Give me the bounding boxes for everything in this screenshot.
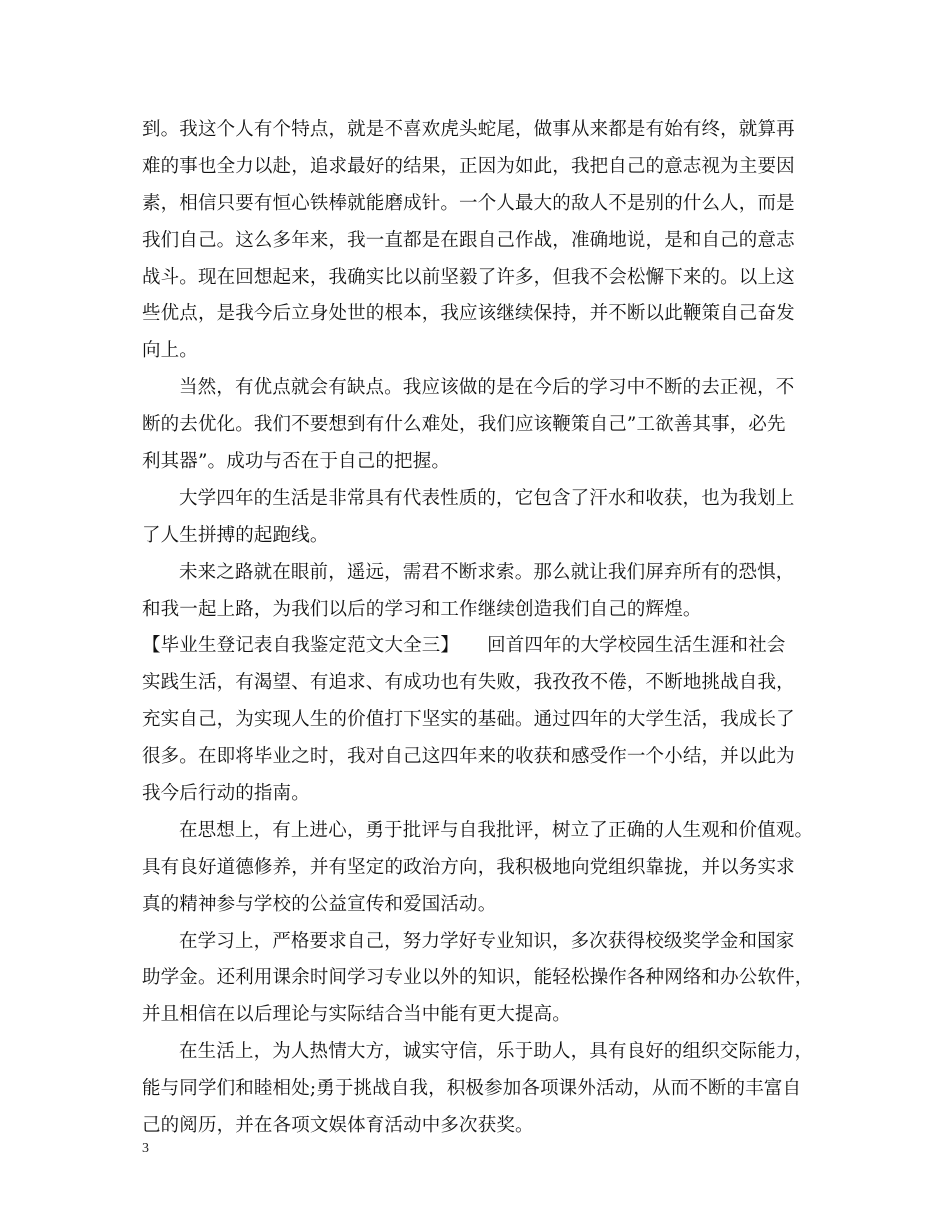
text-line: 己的阅历，并在各项文娱体育活动中多次获奖。 — [142, 1115, 534, 1137]
text-line: 能与同学们和睦相处;勇于挑战自我，积极参加各项课外活动，从而不断的丰富自 — [142, 1078, 802, 1100]
paragraph-start-line: 未来之路就在眼前，遥远，需君不断求索。那么就让我们屏弃所有的恐惧， — [179, 561, 795, 583]
text-line: 难的事也全力以赴，追求最好的结果，正因为如此，我把自己的意志视为主要因 — [142, 155, 795, 177]
paragraph-start-line: 在生活上，为人热情大方，诚实守信，乐于助人，具有良好的组织交际能力， — [179, 1041, 814, 1063]
text-line: 些优点，是我今后立身处世的根本，我应该继续保持，并不断以此鞭策自己奋发 — [142, 303, 795, 325]
text-line: 我今后行动的指南。 — [142, 783, 310, 805]
text-line: 具有良好道德修养，并有坚定的政治方向，我积极地向党组织靠拢，并以务实求 — [142, 856, 795, 878]
text-line: 向上。 — [142, 340, 198, 362]
text-line: 我们自己。这么多年来，我一直都是在跟自己作战，准确地说，是和自己的意志 — [142, 229, 795, 251]
text-line: 了人生拼搏的起跑线。 — [142, 524, 329, 546]
text-line: 利其器”。成功与否在于自己的把握。 — [142, 451, 451, 473]
text-line: 到。我这个人有个特点，就是不喜欢虎头蛇尾，做事从来都是有始有终，就算再 — [142, 119, 795, 140]
paragraph-start-line: 当然，有优点就会有缺点。我应该做的是在今后的学习中不断的去正视，不 — [179, 377, 795, 399]
text-line: 很多。在即将毕业之时，我对自己这四年来的收获和感受作一个小结，并以此为 — [142, 746, 795, 768]
text-line: 素，相信只要有恒心铁棒就能磨成针。一个人最大的敌人不是别的什么人，而是 — [142, 192, 795, 214]
page-number: 3 — [142, 1141, 149, 1156]
text-line: 实践生活，有渴望、有追求、有成功也有失败，我孜孜不倦，不断地挑战自我， — [142, 672, 795, 694]
text-line: 断的去优化。我们不要想到有什么难处，我们应该鞭策自己”工欲善其事，必先 — [142, 414, 786, 436]
text-line: 充实自己，为实现人生的价值打下坚实的基础。通过四年的大学生活，我成长了 — [142, 709, 795, 731]
paragraph-start-line: 大学四年的生活是非常具有代表性质的，它包含了汗水和收获，也为我划上 — [179, 487, 795, 509]
section-heading-line: 【毕业生登记表自我鉴定范文大全三】 回首四年的大学校园生活生涯和社会 — [142, 635, 786, 657]
body-text — [142, 112, 832, 1145]
text-line: 并且相信在以后理论与实际结合当中能有更大提高。 — [142, 1004, 571, 1026]
paragraph-start-line: 在学习上，严格要求自己，努力学好专业知识，多次获得校级奖学金和国家 — [179, 930, 795, 952]
paragraph-start-line: 在思想上，有上进心，勇于批评与自我批评，树立了正确的人生观和价值观。 — [179, 819, 814, 841]
text-line: 助学金。还利用课余时间学习专业以外的知识，能轻松操作各种网络和办公软件， — [142, 967, 814, 989]
text-line: 真的精神参与学校的公益宣传和爱国活动。 — [142, 893, 497, 915]
text-line: 和我一起上路，为我们以后的学习和工作继续创造我们自己的辉煌。 — [142, 598, 702, 620]
text-line: 战斗。现在回想起来，我确实比以前坚毅了许多，但我不会松懈下来的。以上这 — [142, 266, 795, 288]
